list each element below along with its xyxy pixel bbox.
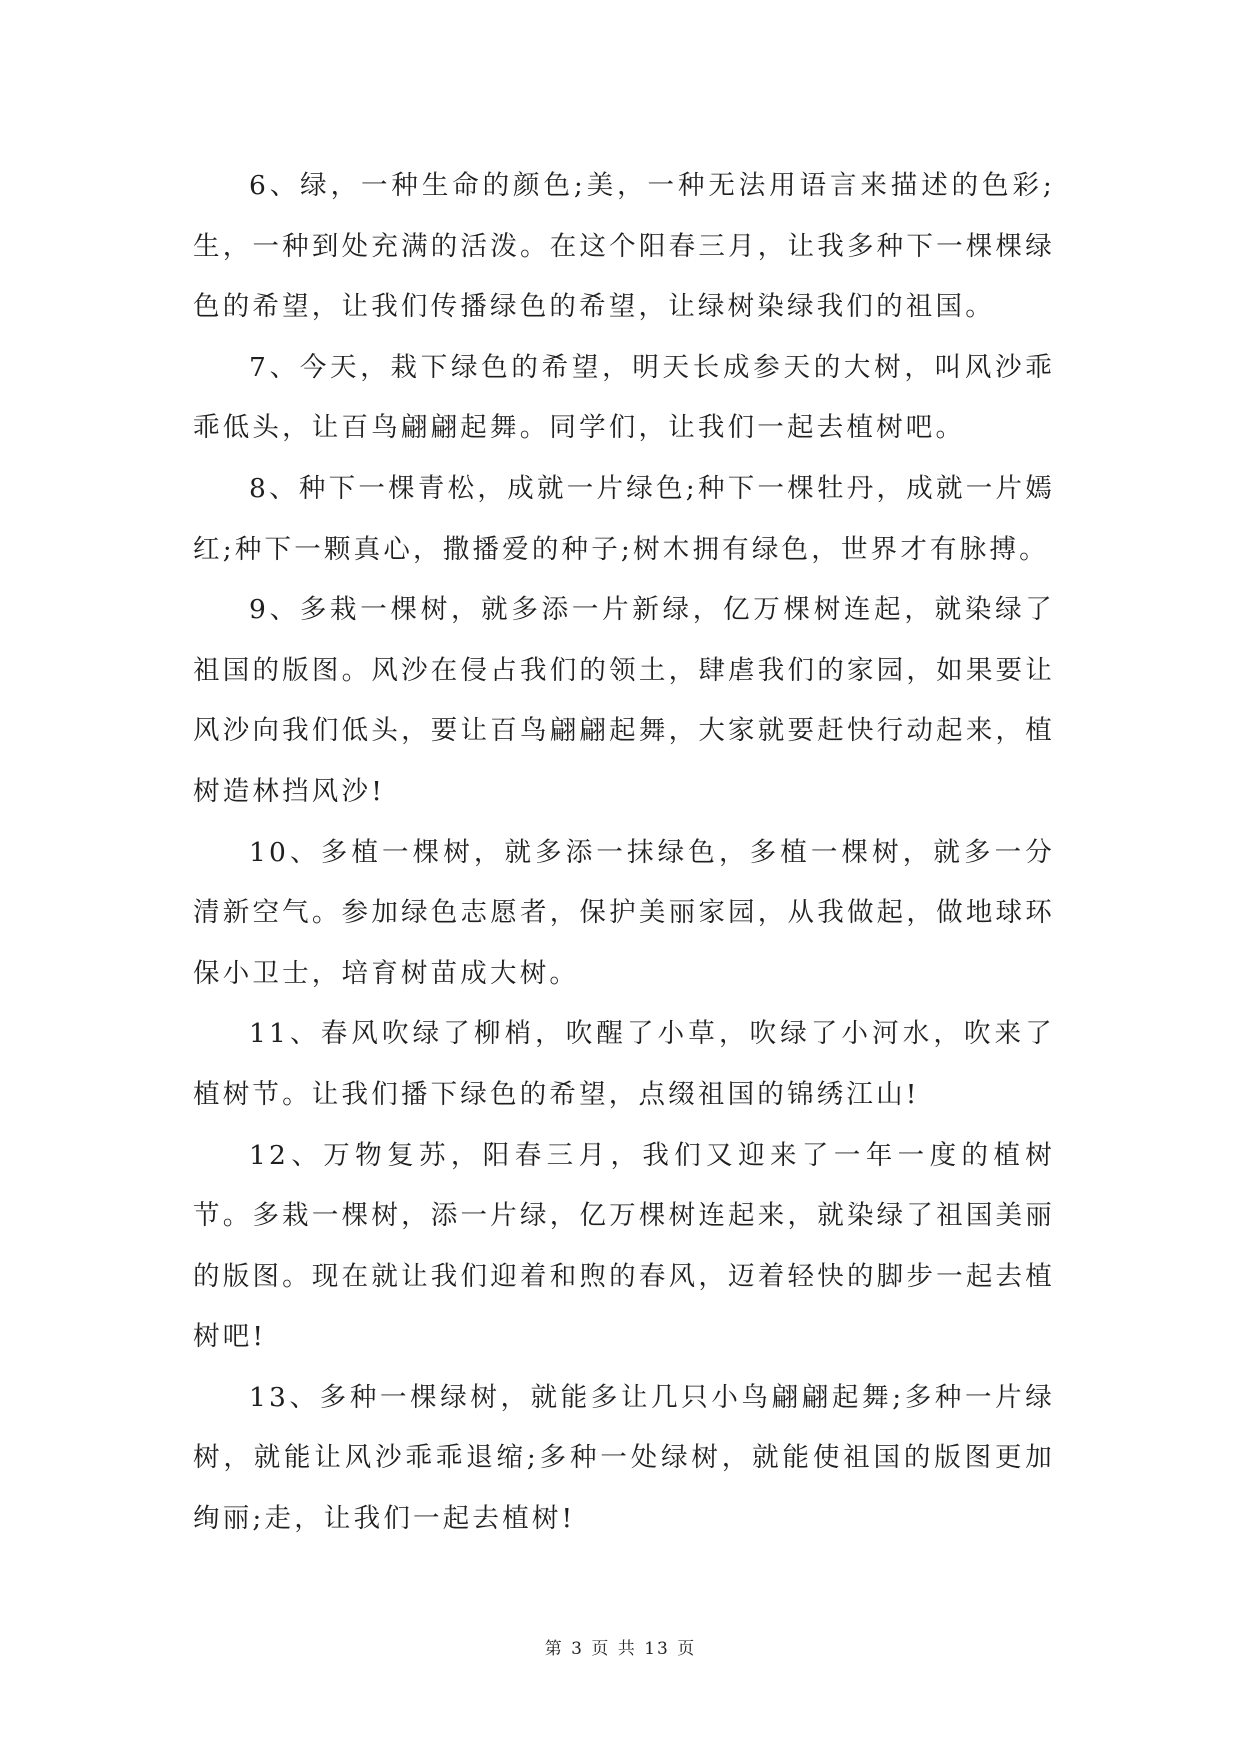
paragraph-10: 10、多植一棵树，就多添一抹绿色，多植一棵树，就多一分清新空气。参加绿色志愿者，保护美丽家园，从我做起，做地球环保小卫士，培育树苗成大树。 [193,836,1055,989]
paragraph-13: 13、多种一棵绿树，就能多让几只小鸟翩翩起舞;多种一片绿树，就能让风沙乖乖退缩;多种一处绿树，就能使祖国的版图更加绚丽;走，让我们一起去植树! [193,1381,1055,1535]
paragraph-12: 12、万物复苏，阳春三月，我们又迎来了一年一度的植树节。多栽一棵树，添一片绿，亿万棵树连起来，就染绿了祖国美丽的版图。现在就让我们迎着和煦的春风，迈着轻快的脚步一起去植树吧! [193,1139,1055,1353]
paragraph-11: 11、春风吹绿了柳梢，吹醒了小草，吹绿了小河水，吹来了植树节。让我们播下绿色的希望，点缀祖国的锦绣江山! [193,1018,1055,1110]
page-number-footer: 第 3 页 共 13 页 [544,1639,697,1659]
paragraph-8: 8、种下一棵青松，成就一片绿色;种下一棵牡丹，成就一片嫣红;种下一颗真心，撒播爱的种子;树木拥有绿色，世界才有脉搏。 [193,472,1055,565]
document-body [193,156,1055,1550]
paragraph-7: 7、今天，栽下绿色的希望，明天长成参天的大树，叫风沙乖乖低头，让百鸟翩翩起舞。同学们，让我们一起去植树吧。 [193,351,1055,444]
paragraph-9: 9、多栽一棵树，就多添一片新绿，亿万棵树连起，就染绿了祖国的版图。风沙在侵占我们的领土，肆虐我们的家园，如果要让风沙向我们低头，要让百鸟翩翩起舞，大家就要赶快行动起来，植树造林挡风沙! [193,594,1055,807]
paragraph-6: 6、绿，一种生命的颜色;美，一种无法用语言来描述的色彩;生，一种到处充满的活泼。在这个阳春三月，让我多种下一棵棵绿色的希望，让我们传播绿色的希望，让绿树染绿我们的祖国。 [193,170,1055,323]
